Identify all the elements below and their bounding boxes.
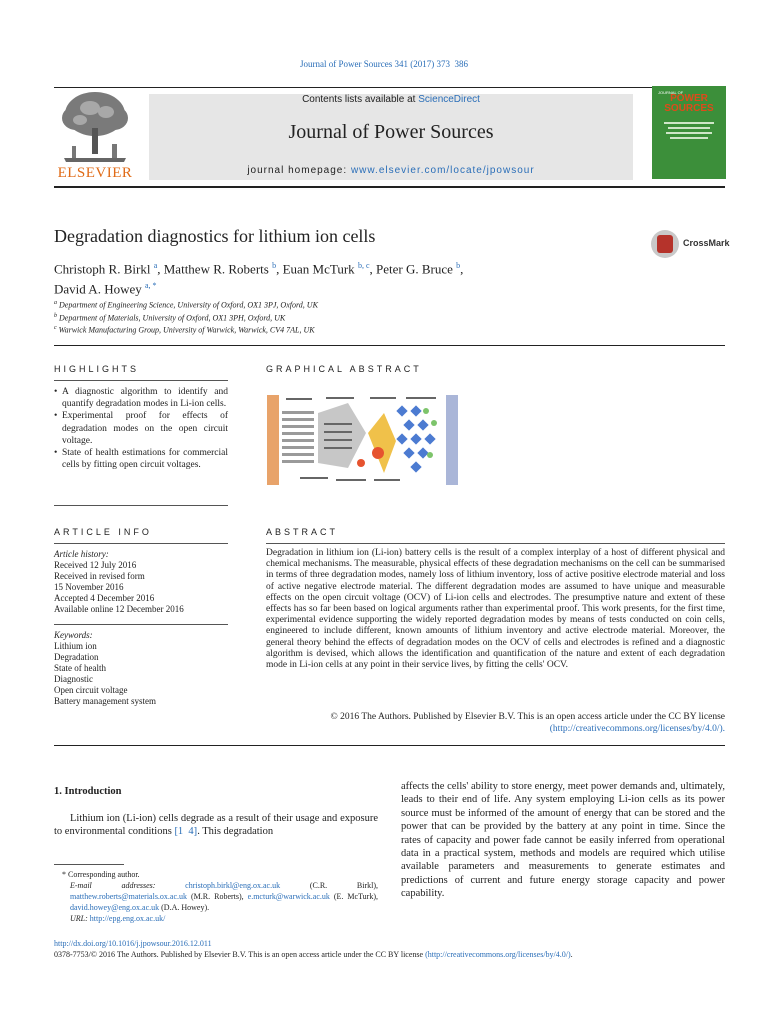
history-rule (54, 624, 228, 625)
author-sep: , (369, 261, 376, 277)
sciencedirect-link[interactable]: ScienceDirect (418, 94, 480, 105)
abstract-rule (266, 543, 725, 544)
elsevier-logo[interactable] (54, 88, 136, 184)
crossmark-icon (651, 230, 679, 258)
intro-text-end: . This degradation (197, 826, 274, 837)
author-name: Christoph R. Birkl (54, 261, 151, 277)
email-link[interactable]: christoph.birkl@eng.ox.ac.uk (185, 881, 281, 890)
abstract-bottom-rule (54, 745, 725, 746)
cover-title-line2: SOURCES (664, 103, 714, 114)
affiliation-mark: a (54, 300, 57, 306)
introduction-heading: 1. Introduction (54, 786, 122, 797)
author-name: Peter G. Bruce (376, 261, 453, 277)
paper-title: Degradation diagnostics for lithium ion cells (54, 226, 376, 246)
journal-masthead (149, 94, 633, 180)
email-link[interactable]: e.mcturk@warwick.ac.uk (247, 892, 330, 901)
homepage-prefix: journal homepage: (247, 165, 351, 176)
cover-text-lines (660, 120, 718, 170)
affiliations (54, 298, 318, 336)
affiliation-mark: c (54, 325, 57, 332)
abstract-body: Degradation in lithium ion (Li-ion) battery cells is the result of a complex interplay of a host of different physical and chemical mechanisms. The measurable, physical effects of these degradation mechanisms on the cell can be summarised in terms of three degradation modes, namely loss of lithium inventory, loss of active positive electrode material and loss of active negative electrode material. The different degradation modes are assumed to have unique and measurable effects on the open circuit voltage (OCV) of Li-ion cells and electrodes. The presumptive nature and extent of these effects has so far been based on logical arguments rather than experimental proof. This work presents, for the first time, experimental evidence supporting the widely reported degradation modes by means of tests conducted on coin cells, engineered to include different, known amounts of lithium inventory and active electrode material. Moreover, the general theory behind the effects of degradation modes on the OCV of cells and electrodes is refined and a diagnostic algorithm is devised, which allows the identification and quantification of the nature and extent of each degradation mode in Li-ion cells at any point in their service lives, by fitting the cells' OCV. (266, 548, 725, 671)
header-top-rule (54, 87, 725, 88)
journal-title: Journal of Power Sources (288, 121, 494, 143)
affiliation-mark: b (54, 312, 57, 319)
intro-text: Lithium ion (Li-ion) cells degrade as a result of their usage and exposure to environmental conditions (54, 813, 378, 837)
cover-title-line1: POWER (670, 93, 708, 104)
issn-line (54, 949, 734, 960)
history-label: Article history: (54, 549, 109, 559)
contents-prefix: Contents lists available at (302, 94, 419, 105)
keywords-label: Keywords: (54, 630, 93, 640)
contents-line (149, 94, 633, 105)
author-affil-link[interactable]: b (272, 261, 277, 270)
author-affil-link[interactable]: b (456, 261, 461, 270)
corresponding-text: Corresponding author. (68, 870, 140, 879)
homepage-line (149, 165, 633, 176)
url-link[interactable]: http://epg.eng.ox.ac.uk/ (89, 914, 166, 923)
affiliation-item (54, 298, 318, 311)
author-sep: , (157, 261, 164, 277)
abstract-license (266, 711, 725, 735)
article-info-rule (54, 543, 228, 544)
history-item: Received 12 July 2016 (54, 560, 137, 570)
email-owner: (M.R. Roberts) (191, 892, 242, 901)
article-history (54, 549, 234, 615)
highlight-item: • State of health estimations for commercial cells by fitting open circuit voltages. (54, 447, 228, 471)
introduction-left-column (54, 812, 378, 838)
highlights-list (54, 386, 228, 471)
corresponding-note: * Corresponding author. (62, 870, 140, 879)
author-list (54, 257, 614, 298)
history-item: Received in revised form (54, 571, 145, 581)
highlight-item: • A diagnostic algorithm to identify and quantify degradation modes in Li-ion cells. (54, 386, 228, 410)
keywords (54, 630, 234, 707)
issn-text: 0378-7753/© 2016 The Authors. Published by Elsevier B.V. This is an open access article under the CC BY license (54, 950, 426, 959)
affiliation-text: Department of Engineering Science, University of Oxford, OX1 3PJ, Oxford, UK (59, 300, 318, 310)
tree-icon (54, 88, 136, 164)
keyword-item: Lithium ion (54, 641, 97, 651)
author-affil-link[interactable]: b, c (357, 261, 370, 270)
history-item: Available online 12 December 2016 (54, 604, 184, 614)
affiliation-item (54, 311, 318, 324)
journal-cover[interactable] (652, 86, 726, 179)
affiliation-text: Warwick Manufacturing Group, University of Warwick, Warwick, CV4 7AL, UK (58, 325, 315, 335)
url-label: URL: (70, 914, 88, 923)
cover-title (656, 94, 722, 114)
affiliation-text: Department of Materials, University of Oxford, OX1 3PH, Oxford, UK (59, 313, 286, 323)
citation-link[interactable]: [1 4] (174, 826, 198, 837)
author-affil-link[interactable]: a, * (145, 281, 157, 291)
issn-end: . (570, 950, 573, 959)
email-owner: (D.A. Howey). (161, 903, 210, 912)
keyword-item: Open circuit voltage (54, 685, 128, 695)
crossmark-label: CrossMark (683, 238, 730, 248)
homepage-link[interactable]: www.elsevier.com/locate/jpowsour (350, 165, 535, 176)
license-text: © 2016 The Authors. Published by Elsevier B.V. This is an open access article under the CC BY license (330, 712, 725, 722)
author-name: Matthew R. Roberts (163, 261, 269, 277)
cell-degradation-diagram (266, 393, 460, 488)
highlights-bottom-rule (54, 505, 228, 506)
email-link[interactable]: matthew.roberts@materials.ox.ac.uk (70, 892, 188, 901)
keyword-item: Degradation (54, 652, 99, 662)
introduction-right-column: affects the cells' ability to store energy, meet power demands and, ultimately, leads to their end of life. Any system employing Li-ion cells as its power source must be informed of the amount of energy that can be stored and the power that can be provided by the battery at any point in time. Since the rates of capacity and power fade cannot be easily inferred from operational data in a practical system, methods and models are required which utilise available parameters and measurements to generate estimates and predictions of current and future energy storage capacity and power capability. (401, 781, 725, 900)
email-note: E-mail addresses: christoph.birkl@eng.ox.ac.uk (C.R. Birkl), matthew.roberts@materials.ox.ac.uk (M.R. Roberts), e.mcturk@warwick.ac.uk (E. McTurk), david.howey@eng.ox.ac.uk (D.A. Howey). (70, 881, 379, 912)
cover-small-text: JOURNAL OF (658, 90, 684, 95)
license-link[interactable]: (http://creativecommons.org/licenses/by/4.0/). (549, 724, 725, 734)
graphical-abstract-figure[interactable] (266, 393, 460, 488)
author-sep: , (460, 261, 464, 277)
header-bottom-rule (54, 186, 725, 188)
keyword-item: Diagnostic (54, 674, 93, 684)
abstract-heading: ABSTRACT (266, 527, 339, 537)
email-owner: (E. McTurk) (333, 892, 377, 901)
author-sep: , (276, 261, 283, 277)
doi-link[interactable]: http://dx.doi.org/10.1016/j.jpowsour.2016.12.011 (54, 939, 212, 948)
history-item: 15 November 2016 (54, 582, 124, 592)
footnote-rule (54, 864, 124, 865)
email-owner: (C.R. Birkl) (309, 881, 376, 890)
graphical-abstract-heading: GRAPHICAL ABSTRACT (266, 364, 422, 374)
section-rule (54, 345, 725, 346)
url-note (54, 913, 378, 924)
highlights-rule (54, 380, 228, 381)
affiliation-item (54, 323, 318, 336)
highlight-item: • Experimental proof for effects of degradation modes on the open circuit voltage. (54, 410, 228, 447)
keyword-item: State of health (54, 663, 106, 673)
author-affil-link[interactable]: a (153, 261, 158, 270)
footnotes (54, 869, 378, 924)
email-link[interactable]: david.howey@eng.ox.ac.uk (70, 903, 160, 912)
author-name: David A. Howey (54, 281, 142, 297)
email-label: E-mail addresses: (70, 881, 156, 890)
article-info-heading: ARTICLE INFO (54, 527, 152, 537)
history-item: Accepted 4 December 2016 (54, 593, 155, 603)
elsevier-wordmark: ELSEVIER (57, 165, 133, 181)
issn-license-link[interactable]: (http://creativecommons.org/licenses/by/4.0/) (425, 950, 571, 959)
author-name: Euan McTurk (282, 261, 355, 277)
doi-block (54, 938, 734, 960)
running-head[interactable]: Journal of Power Sources 341 (2017) 373 386 (300, 59, 468, 69)
keyword-item: Battery management system (54, 696, 156, 706)
highlights-heading: HIGHLIGHTS (54, 364, 140, 374)
crossmark-badge[interactable] (651, 230, 731, 260)
